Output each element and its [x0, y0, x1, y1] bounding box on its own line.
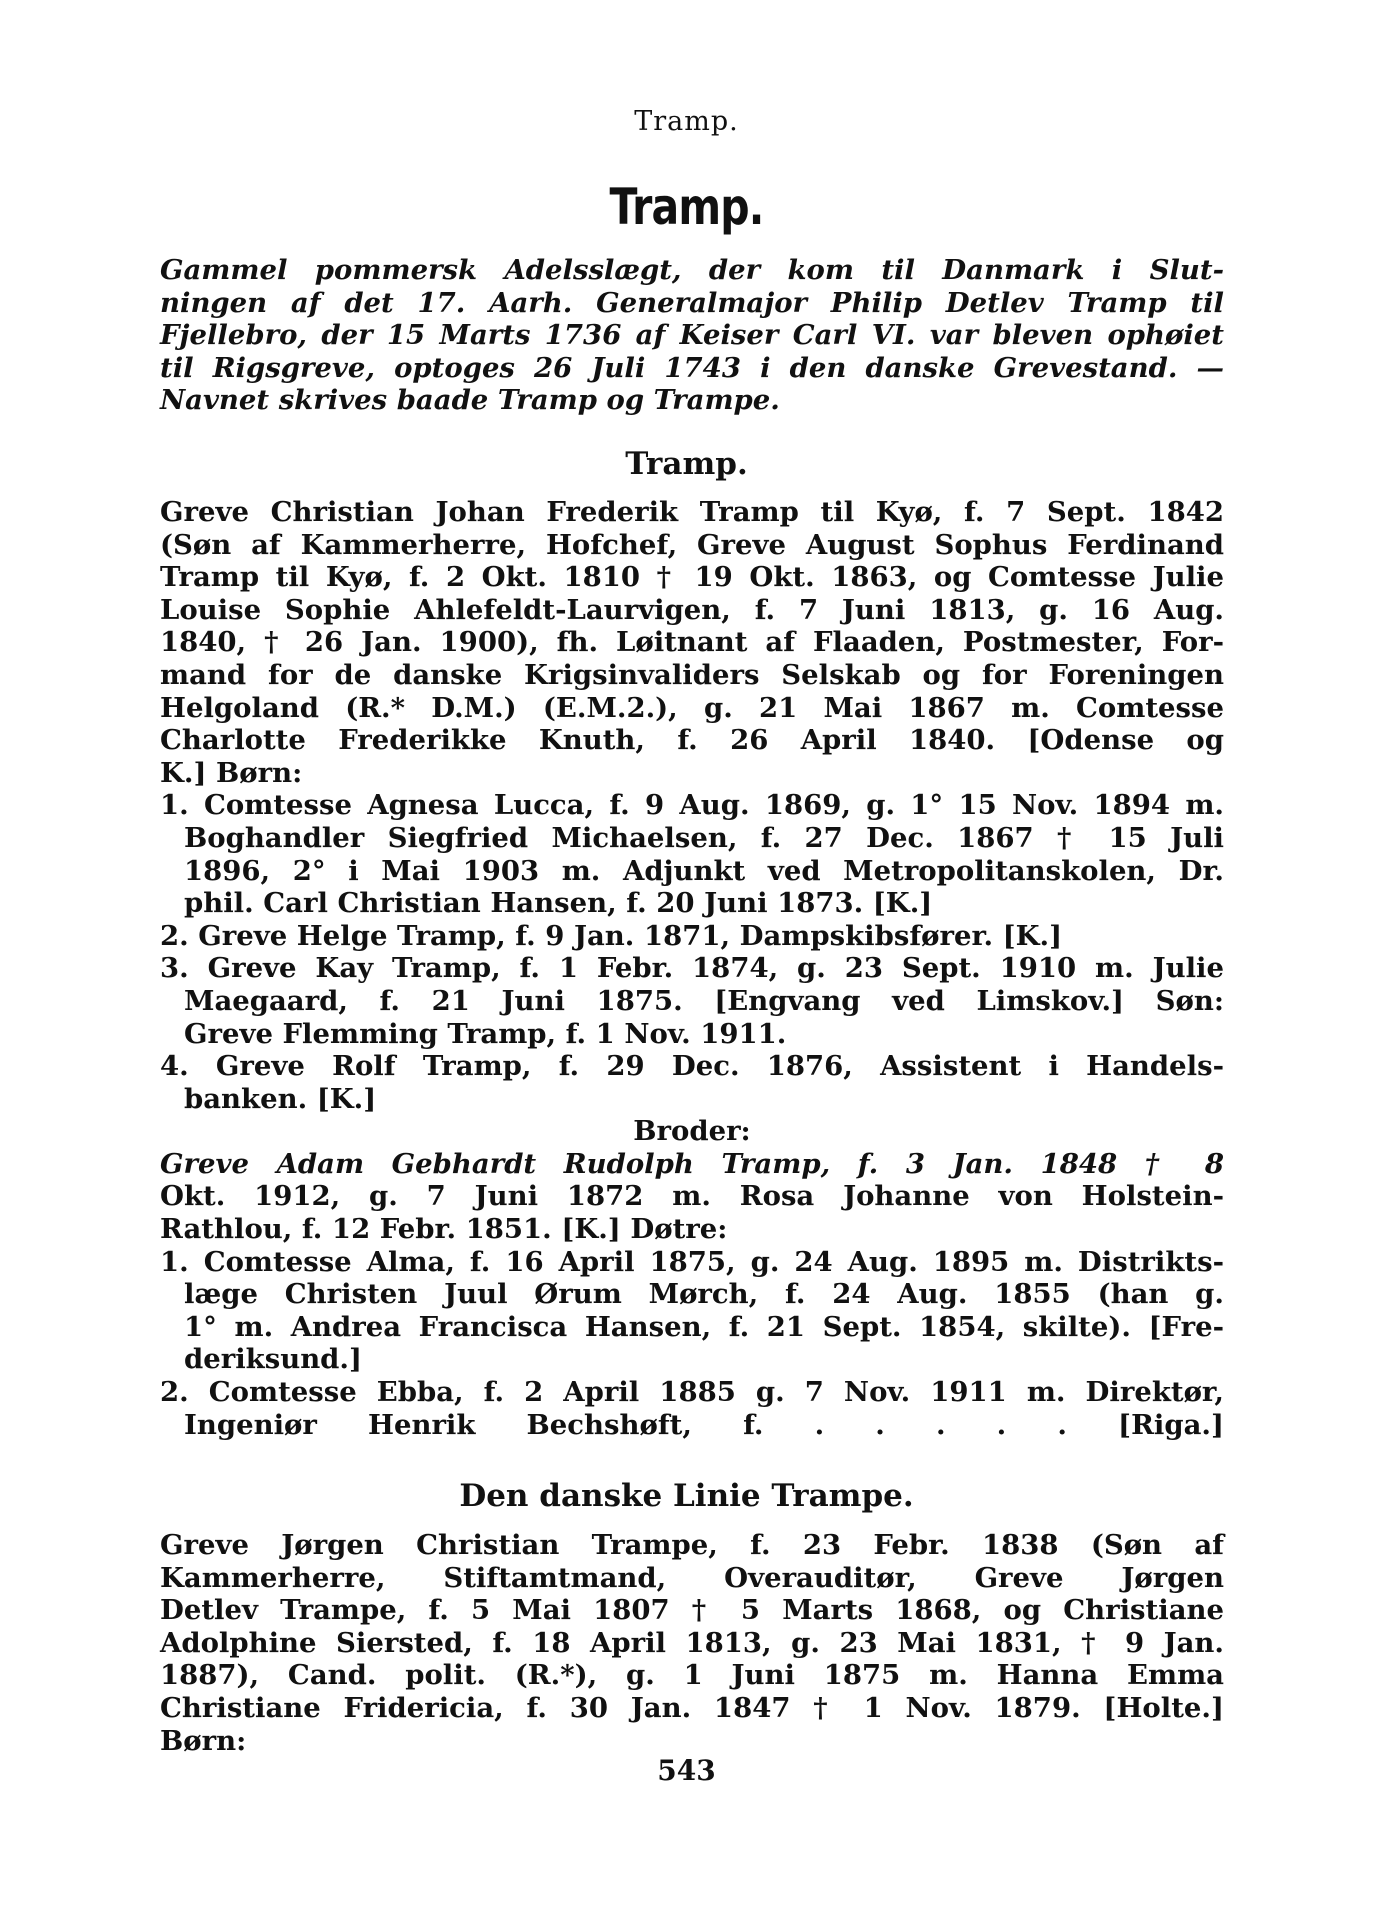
intro-line: ningen af det 17. Aarh. Generalmajor Philip Detlev Tramp til: [160, 286, 1224, 319]
text-line: 1840, † 26 Jan. 1900), fh. Løitnant af Flaaden, Postmester, For-: [160, 626, 1224, 659]
intro-paragraph: [160, 254, 1224, 417]
text-line: Greve Adam Gebhardt Rudolph Tramp, f. 3 Jan. 1848 † 8: [160, 1147, 1224, 1180]
text-line: Christiane Fridericia, f. 30 Jan. 1847 † 1 Nov. 1879. [Holte.]: [160, 1691, 1224, 1724]
text-line: Tramp til Kyø, f. 2 Okt. 1810 † 19 Okt. 1863, og Comtesse Julie: [160, 561, 1224, 594]
text-line: K.] Børn:: [160, 756, 303, 789]
section-heading-trampe: Den danske Linie Trampe.: [459, 1478, 914, 1514]
section-trampe-body: [160, 1529, 1224, 1757]
section-heading-tramp: Tramp.: [625, 446, 748, 482]
list-item-line: Boghandler Siegfried Michaelsen, f. 27 Dec. 1867 † 15 Juli: [184, 821, 1224, 854]
list-item-line: 3. Greve Kay Tramp, f. 1 Febr. 1874, g. 23 Sept. 1910 m. Julie: [160, 952, 1224, 985]
list-item-line: banken. [K.]: [184, 1082, 377, 1115]
intro-line: Fjellebro, der 15 Marts 1736 af Keiser Carl VI. var bleven ophøiet: [160, 319, 1224, 352]
text-line: Okt. 1912, g. 7 Juni 1872 m. Rosa Johanne von Holstein-: [160, 1180, 1224, 1213]
list-item-line: Greve Flemming Tramp, f. 1 Nov. 1911.: [184, 1017, 787, 1050]
list-item-line: 2. Comtesse Ebba, f. 2 April 1885 g. 7 Nov. 1911 m. Direktør,: [160, 1376, 1224, 1409]
list-item-line: 1896, 2° i Mai 1903 m. Adjunkt ved Metropolitanskolen, Dr.: [184, 854, 1224, 887]
list-item-line: deriksund.]: [184, 1343, 362, 1376]
intro-line: Gammel pommersk Adelsslægt, der kom til Danmark i Slut-: [160, 254, 1224, 286]
text-line: Charlotte Frederikke Knuth, f. 26 April 1840. [Odense og: [160, 724, 1224, 757]
intro-line: Navnet skrives baade Tramp og Trampe.: [160, 384, 780, 417]
text-line: (Søn af Kammerherre, Hofchef, Greve August Sophus Ferdinand: [160, 528, 1224, 561]
subheading-broder: Broder:: [633, 1115, 751, 1148]
text-line: 1887), Cand. polit. (R.*), g. 1 Juni 1875 m. Hanna Emma: [160, 1659, 1224, 1692]
text-line: Kammerherre, Stiftamtmand, Overauditør, Greve Jørgen: [160, 1561, 1224, 1594]
list-item-line: 1. Comtesse Agnesa Lucca, f. 9 Aug. 1869, g. 1° 15 Nov. 1894 m.: [160, 789, 1224, 822]
text-line: mand for de danske Krigsinvaliders Selskab og for Foreningen: [160, 658, 1224, 691]
list-item-line: Maegaard, f. 21 Juni 1875. [Engvang ved Limskov.] Søn:: [184, 984, 1224, 1017]
running-head: Tramp.: [634, 106, 739, 137]
list-item-line: 4. Greve Rolf Tramp, f. 29 Dec. 1876, Assistent i Handels-: [160, 1050, 1224, 1083]
text-line: Greve Christian Johan Frederik Tramp til Kyø, f. 7 Sept. 1842: [160, 496, 1224, 528]
list-item-line: phil. Carl Christian Hansen, f. 20 Juni 1873. [K.]: [184, 887, 933, 920]
text-line: Børn:: [160, 1724, 247, 1757]
text-line: Detlev Trampe, f. 5 Mai 1807 † 5 Marts 1868, og Christiane: [160, 1594, 1224, 1627]
list-item-line: 1. Comtesse Alma, f. 16 April 1875, g. 24 Aug. 1895 m. Distrikts-: [160, 1245, 1224, 1278]
text-line: Greve Jørgen Christian Trampe, f. 23 Febr. 1838 (Søn af: [160, 1529, 1224, 1561]
text-line: Adolphine Siersted, f. 18 April 1813, g. 23 Mai 1831, † 9 Jan.: [160, 1626, 1224, 1659]
text-line: Rathlou, f. 12 Febr. 1851. [K.] Døtre:: [160, 1213, 728, 1246]
text-line: Louise Sophie Ahlefeldt-Laurvigen, f. 7 Juni 1813, g. 16 Aug.: [160, 593, 1224, 626]
list-item-line: 1° m. Andrea Francisca Hansen, f. 21 Sept. 1854, skilte). [Fre-: [184, 1310, 1224, 1343]
text-line: Helgoland (R.* D.M.) (E.M.2.), g. 21 Mai 1867 m. Comtesse: [160, 691, 1224, 724]
page-number: 543: [657, 1754, 716, 1787]
list-item-line: 2. Greve Helge Tramp, f. 9 Jan. 1871, Dampskibsfører. [K.]: [160, 919, 1063, 952]
intro-line: til Rigsgreve, optoges 26 Juli 1743 i den danske Grevestand. —: [160, 351, 1224, 384]
list-item-line: læge Christen Juul Ørum Mørch, f. 24 Aug. 1855 (han g.: [184, 1278, 1224, 1311]
section-tramp-body: [160, 496, 1224, 1441]
main-title: Tramp.: [609, 178, 764, 236]
list-item-line: Ingeniør Henrik Bechshøft, f. . . . . . [Riga.]: [184, 1408, 1224, 1441]
